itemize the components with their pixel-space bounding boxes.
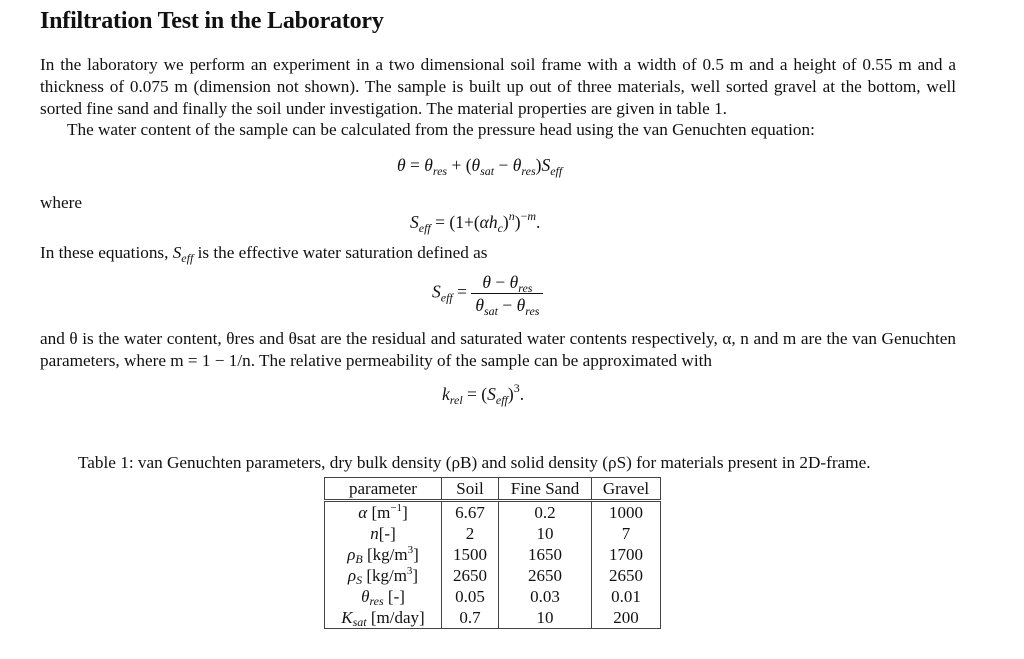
param-alpha: α $[m^{-1}]$ <box>325 501 442 524</box>
equation-seff-definition: $S_{eff}$ = $\frac{\theta - \theta_{res}}{\theta_{sat} - \theta_{res}}$ <box>432 272 543 315</box>
table-row <box>325 523 661 544</box>
seff-inline-symbol: $S_{eff}$ <box>172 243 194 265</box>
seff-fraction: $\frac{\theta - \theta_{res}}{\theta_{sat} - \theta_{res}}$ <box>471 272 543 315</box>
header-parameter: parameter <box>325 478 442 501</box>
intro-paragraph: In the laboratory we perform an experiment in a two dimensional soil frame with a width of 0.5 m and a height of 0.55 m and a thickness of 0.075 m (dimension not shown). The sample is built up out of three materials, well sorted gravel at the bottom, well sorted fine sand and finally the soil under investigation. The material properties are given in table 1. <box>40 55 956 118</box>
table-row <box>325 607 661 629</box>
and-theta-paragraph: and θ is the water content, θres and θsat are the residual and saturated water contents respectively, α, n and m are the van Genuchten parameters, where m = 1 − 1/n. The relative permeability of the sample can be approximated with <box>40 329 956 370</box>
table-cell: 10 <box>499 523 592 544</box>
table-cell: 0.7 <box>442 607 499 629</box>
in-these-equations-text <box>40 242 487 264</box>
table-cell: 0.2 <box>499 501 592 524</box>
water-content-paragraph: The water content of the sample can be calculated from the pressure head using the van Genuchten equation: <box>67 120 815 140</box>
param-ksat: $K_{sat}$ [m/day] <box>325 607 442 629</box>
param-theta-res: $\theta_{res}$ [-] <box>325 586 442 607</box>
table-cell: 2650 <box>499 565 592 586</box>
table-cell: 1650 <box>499 544 592 565</box>
table-header-row <box>325 478 661 501</box>
table-row <box>325 544 661 565</box>
in-these-pre: In these equations, <box>40 243 173 262</box>
table-cell: 0.01 <box>592 586 661 607</box>
table-row <box>325 501 661 524</box>
equation-theta: $\theta = \theta_{res} + (\theta_{sat} - \theta_{res})S_{eff}$ <box>397 155 563 178</box>
table-cell: 2650 <box>592 565 661 586</box>
intro-block <box>40 54 956 141</box>
table-cell: 2650 <box>442 565 499 586</box>
header-soil: Soil <box>442 478 499 501</box>
table-cell: 7 <box>592 523 661 544</box>
section-title: Infiltration Test in the Laboratory <box>40 8 384 34</box>
param-rho-b: $\rho_B$ $[kg/m^3]$ <box>325 544 442 565</box>
parameter-table <box>324 477 661 629</box>
table-row <box>325 586 661 607</box>
paper-page <box>40 6 956 629</box>
header-gravel: Gravel <box>592 478 661 501</box>
table-cell: 1500 <box>442 544 499 565</box>
in-these-post: is the effective water saturation defined as <box>193 243 488 262</box>
table-cell: 2 <box>442 523 499 544</box>
table-cell: 0.03 <box>499 586 592 607</box>
table-caption: Table 1: van Genuchten parameters, dry bulk density (ρB) and solid density (ρS) for materials present in 2D-frame. <box>78 453 871 472</box>
table-cell: 0.05 <box>442 586 499 607</box>
table-cell: 6.67 <box>442 501 499 524</box>
table-cell: 200 <box>592 607 661 629</box>
table-row <box>325 565 661 586</box>
where-text: where <box>40 193 82 212</box>
param-rho-s: $\rho_S$ $[kg/m^3]$ <box>325 565 442 586</box>
table-cell: 1000 <box>592 501 661 524</box>
table-cell: 1700 <box>592 544 661 565</box>
header-fine-sand: Fine Sand <box>499 478 592 501</box>
param-n: n[-] <box>325 523 442 544</box>
equation-seff-van-genuchten: $S_{eff} = (1+(\alpha h_c)^n)^{-m}$. <box>410 209 541 235</box>
equation-krel: $k_{rel} = (S_{eff})^3$. <box>442 381 525 407</box>
table-cell: 10 <box>499 607 592 629</box>
